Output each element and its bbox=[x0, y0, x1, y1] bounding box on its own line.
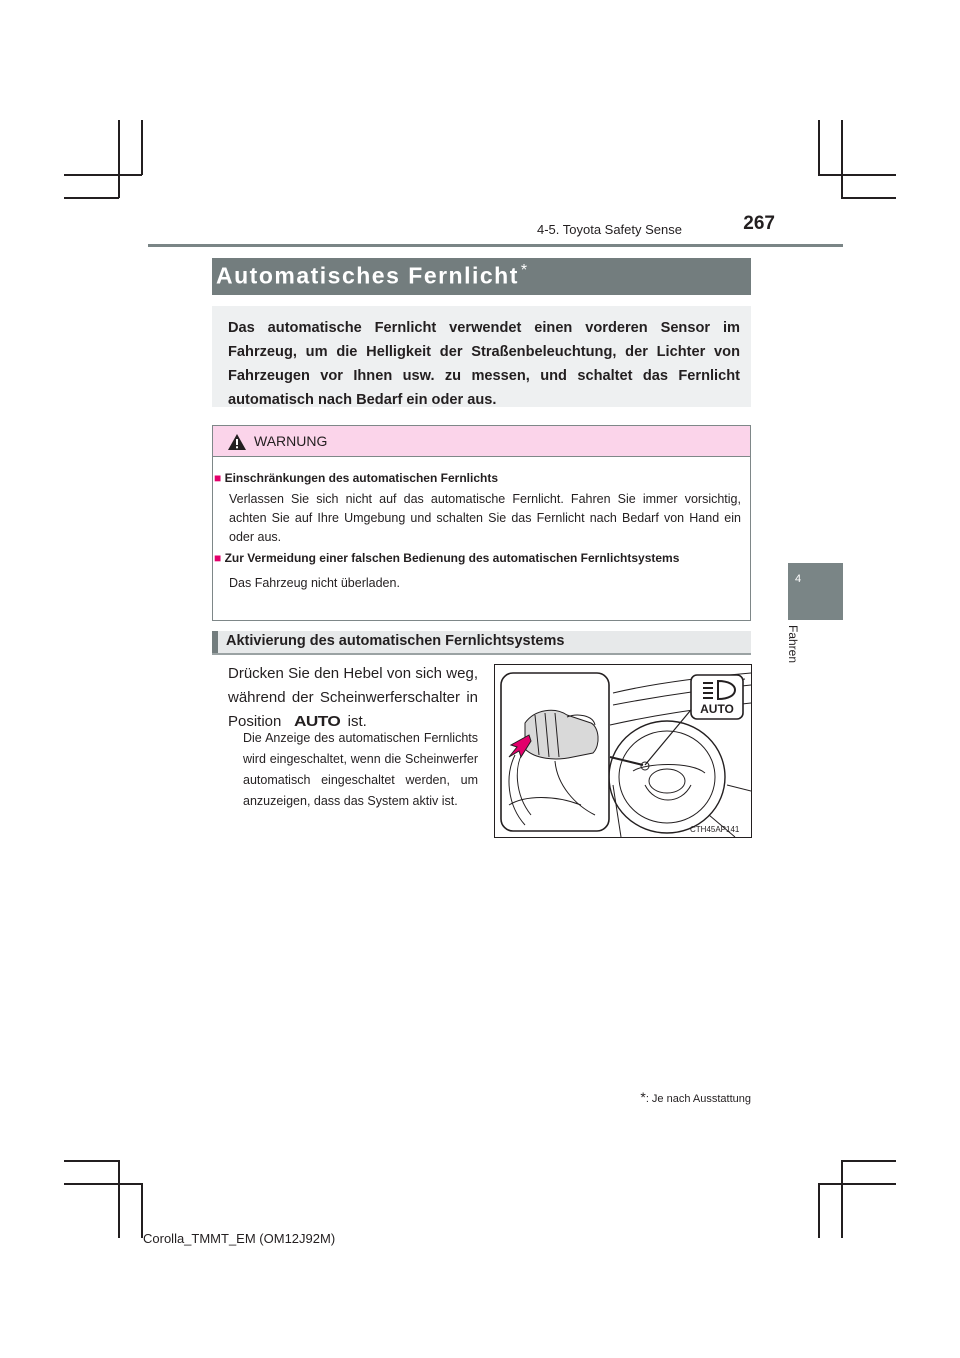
chapter-number: 4 bbox=[794, 573, 802, 585]
chapter-name: Fahren bbox=[786, 625, 800, 664]
crop-mark bbox=[141, 120, 143, 175]
instruction-note: Die Anzeige des automatischen Fernlichts wird eingeschaltet, wenn die Scheinwerfer automatisch eingeschaltet werden, um anzuzeigen, dass das System aktiv ist. bbox=[243, 731, 478, 808]
crop-mark bbox=[141, 1183, 143, 1238]
warning-item-text: Das Fahrzeug nicht überladen. bbox=[229, 576, 400, 590]
lever-drawing bbox=[495, 665, 751, 837]
page-title bbox=[216, 262, 529, 290]
crop-mark bbox=[64, 174, 142, 176]
crop-mark bbox=[818, 174, 896, 176]
crop-mark bbox=[841, 1160, 843, 1238]
warning-item bbox=[214, 550, 741, 593]
crop-mark bbox=[841, 197, 896, 199]
crop-mark bbox=[118, 120, 120, 198]
crop-mark bbox=[818, 120, 820, 175]
auto-symbol: AUTO bbox=[294, 713, 341, 730]
subsection-bar-rule bbox=[212, 653, 751, 655]
footnote: *: Je nach Ausstattung bbox=[640, 1089, 751, 1105]
crop-mark bbox=[841, 1160, 896, 1162]
subsection-title: Aktivierung des automatischen Fernlichtsystems bbox=[226, 633, 565, 649]
crop-mark bbox=[818, 1183, 896, 1185]
warning-title: WARNUNG bbox=[254, 433, 328, 449]
subsection-bar-accent bbox=[212, 631, 218, 654]
crop-mark bbox=[64, 197, 119, 199]
warning-item-heading: ■ Einschränkungen des automatischen Fernlichts bbox=[214, 471, 498, 485]
chapter-tab bbox=[788, 563, 843, 620]
document-id: Corolla_TMMT_EM (OM12J92M) bbox=[143, 1231, 336, 1246]
crop-mark bbox=[64, 1160, 119, 1162]
crop-mark bbox=[818, 1183, 820, 1238]
crop-mark bbox=[64, 1183, 142, 1185]
bullet-square: ■ bbox=[214, 471, 222, 485]
section-label: 4-5. Toyota Safety Sense bbox=[536, 222, 682, 237]
header-rule bbox=[148, 244, 843, 247]
page-title-text: Automatisches Fernlicht bbox=[216, 262, 519, 289]
figure-lever-illustration bbox=[494, 664, 752, 838]
page-number: 267 bbox=[743, 213, 775, 234]
warning-item-text: Verlassen Sie sich nicht auf das automatische Fernlicht. Fahren Sie immer vorsichtig, achten Sie auf Ihre Umgebung und schalten Sie das Fernlicht nach Bedarf von Hand ein oder aus. bbox=[229, 492, 741, 544]
callout-auto-label: AUTO bbox=[700, 702, 734, 716]
crop-mark bbox=[841, 120, 843, 198]
instruction-text: Drücken Sie den Hebel von sich weg, während der Scheinwerferschalter in Position AUTO ist. bbox=[228, 662, 478, 734]
footnote-marker: * bbox=[640, 1089, 646, 1105]
crop-mark bbox=[118, 1160, 120, 1238]
intro-text: Das automatische Fernlicht verwendet einen vorderen Sensor im Fahrzeug, um die Helligkeit der Straßenbeleuchtung, der Lichter von Fahrzeugen vor Ihnen usw. zu messen, und schaltet das Fernlicht automatisch nach Bedarf ein oder aus. bbox=[228, 320, 740, 408]
title-marker: * bbox=[520, 262, 529, 279]
warning-triangle-icon bbox=[227, 433, 247, 451]
figure-code: CTH45AP141 bbox=[690, 825, 740, 834]
warning-item bbox=[214, 470, 741, 547]
warning-item-heading: ■ Zur Vermeidung einer falschen Bedienung des automatischen Fernlichtsystems bbox=[214, 551, 680, 565]
bullet-square: ■ bbox=[214, 551, 222, 565]
